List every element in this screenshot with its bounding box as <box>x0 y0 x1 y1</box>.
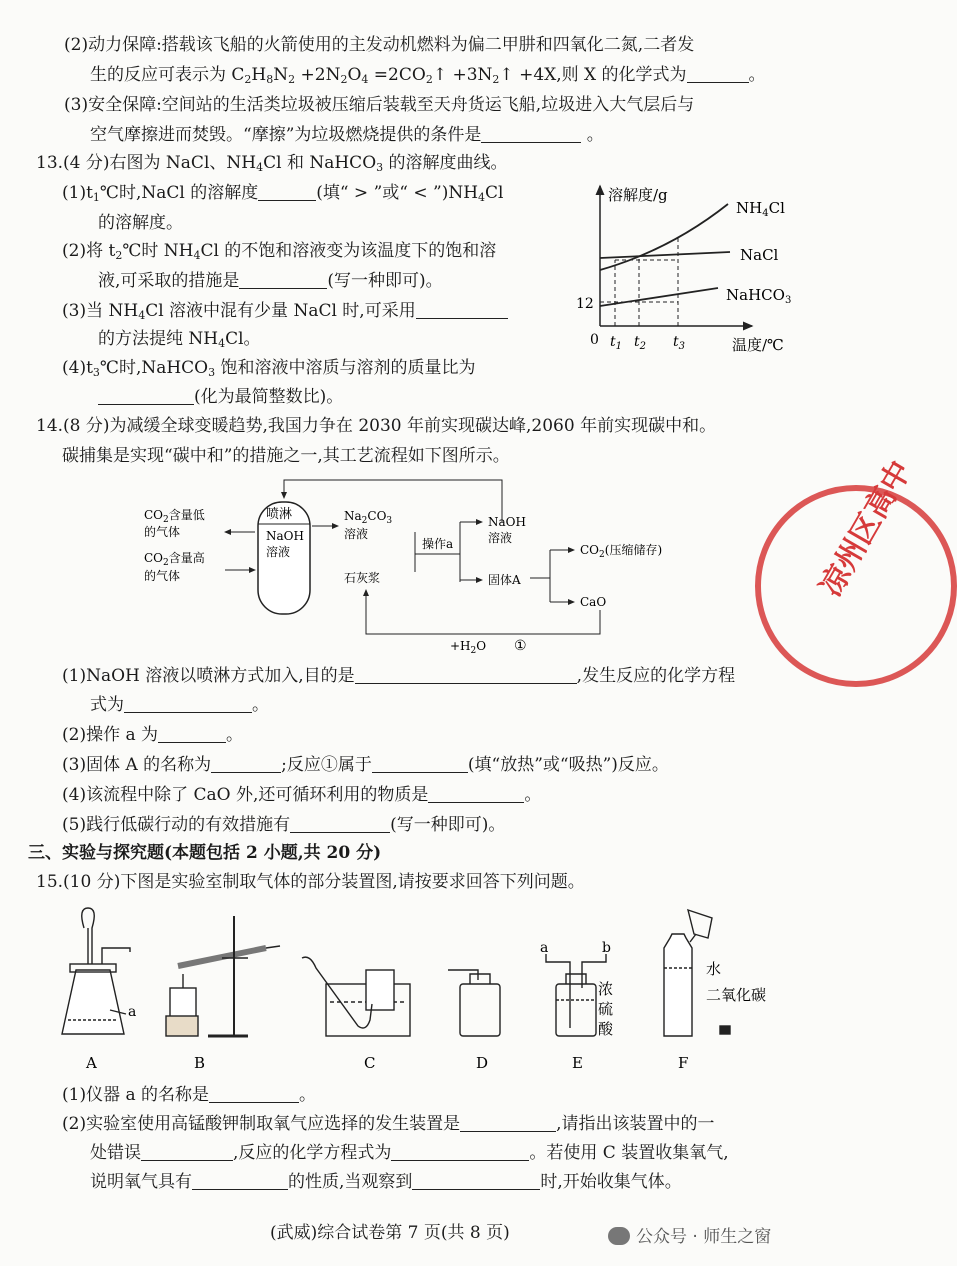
text: 的溶解度曲线。 <box>383 153 508 173</box>
co2-high-label-2: 的气体 <box>144 569 181 583</box>
sub: 2 <box>115 249 123 262</box>
text: (写一种即可)。 <box>327 271 443 291</box>
text: (写一种即可)。 <box>390 815 506 835</box>
naoh-out-sol-label: 溶液 <box>488 531 513 545</box>
tower-naoh-label: NaOH <box>266 529 304 543</box>
lime-label: 石灰浆 <box>344 571 381 585</box>
na2co3-label: $Na_2CO_3$ <box>344 509 393 526</box>
q13-1-cont: 的溶解度。 <box>98 213 183 233</box>
q14-title: 14.(8 分)为减缓全球变暖趋势,我国力争在 2030 年前实现碳达峰,2060 年前实现碳中和。 <box>36 416 717 436</box>
q14-5 <box>62 812 505 838</box>
sub: 4 <box>478 191 486 204</box>
na2co3-sol-label: 溶液 <box>344 527 369 541</box>
answer-blank[interactable] <box>391 1142 529 1161</box>
q14-title-cont: 碳捕集是实现“碳中和”的措施之一,其工艺流程如下图所示。 <box>62 446 510 466</box>
water-label: $+H_2O$ <box>450 639 487 656</box>
q14-1-cont <box>90 692 269 718</box>
q12-3-line1: (3)安全保障:空间站的生活类垃圾被压缩后装载至天舟货运飞船,垃圾进入大气层后与 <box>64 95 695 115</box>
series-line-nahco3 <box>600 288 718 306</box>
answer-blank[interactable] <box>372 754 468 773</box>
reaction-1-label: ① <box>514 638 527 654</box>
text: ↑ +3N <box>432 65 493 85</box>
text: (填“ > ”或“ < ”)NH <box>316 183 479 203</box>
page-footer: (武威)综合试卷第 7 页(共 8 页) <box>270 1223 510 1243</box>
sub: 4 <box>218 337 226 350</box>
q12-3-line2 <box>90 122 604 148</box>
sub: 2 <box>340 73 348 86</box>
text: N <box>273 65 289 85</box>
y-axis-label: 溶解度/g <box>608 186 668 204</box>
origin-label: 0 <box>590 332 599 348</box>
answer-blank[interactable] <box>192 1171 288 1190</box>
text: ,发生反应的化学方程 <box>576 666 736 686</box>
sub: 4 <box>361 73 369 86</box>
q14-1 <box>62 663 735 689</box>
text: O <box>347 65 362 85</box>
q13-2-cont <box>98 268 443 294</box>
text: (2)实验室使用高锰酸钾制取氧气应选择的发生装置是 <box>62 1114 461 1134</box>
watermark <box>608 1222 771 1247</box>
q15-2 <box>62 1111 715 1137</box>
text: ℃时,NaHCO <box>99 358 209 378</box>
co2-label: 二氧化碳 <box>706 986 767 1004</box>
text: ↑ +4X,则 X 的化学式为 <box>499 65 687 85</box>
text: 。 <box>586 125 604 145</box>
fig-label-a: A <box>86 1054 97 1072</box>
answer-blank[interactable] <box>239 270 327 289</box>
water-label: 水 <box>706 960 722 978</box>
text: 的性质,当观察到 <box>288 1172 413 1192</box>
label-nacl: NaCl <box>740 246 779 264</box>
fig-label-f: F <box>678 1054 689 1072</box>
text: (化为最简整数比)。 <box>194 387 344 407</box>
answer-blank[interactable] <box>412 1171 540 1190</box>
text: 时,开始收集气体。 <box>540 1172 682 1192</box>
answer-blank[interactable] <box>258 182 316 201</box>
answer-blank[interactable] <box>209 1084 299 1103</box>
text: ;反应①属于 <box>281 755 372 775</box>
text: (1)NaOH 溶液以喷淋方式加入,目的是 <box>62 666 355 686</box>
text: Cl 和 NaHCO <box>263 153 377 173</box>
answer-blank[interactable] <box>355 665 577 684</box>
apparatus-figure <box>48 908 788 1076</box>
text: (2)将 t <box>62 241 116 261</box>
sub: 2 <box>492 73 500 86</box>
answer-blank[interactable] <box>416 300 508 319</box>
q13-3 <box>62 298 508 329</box>
answer-blank[interactable] <box>211 754 281 773</box>
op-a-label: 操作a <box>422 537 454 551</box>
text: ,请指出该装置中的一 <box>556 1114 715 1134</box>
text: ℃时,NaCl 的溶解度 <box>99 183 259 203</box>
sub: 4 <box>256 161 264 174</box>
text: 液,可采取的措施是 <box>98 271 240 291</box>
answer-blank[interactable] <box>460 1113 556 1132</box>
co2-high-label: $CO_2$含量高 <box>144 551 205 568</box>
watermark-text: 公众号 · 师生之窗 <box>636 1227 772 1247</box>
arrow-recycle-lime <box>366 590 600 634</box>
answer-blank[interactable] <box>481 124 581 143</box>
answer-blank[interactable] <box>141 1142 233 1161</box>
answer-blank[interactable] <box>687 64 749 83</box>
text: ,反应的化学方程式为 <box>233 1143 392 1163</box>
naoh-out-label: NaOH <box>488 515 526 529</box>
answer-blank[interactable] <box>428 784 524 803</box>
arrow-recycle-naoh <box>284 480 502 522</box>
solid-a-label: 固体A <box>488 573 521 587</box>
sub: 2 <box>244 73 252 86</box>
text: H <box>251 65 267 85</box>
text: +2N <box>295 65 341 85</box>
label-a-pointer: a <box>128 1004 137 1020</box>
text: 。 <box>748 65 766 85</box>
cao-label: CaO <box>580 595 607 609</box>
q13-1 <box>62 180 504 211</box>
sub: 3 <box>376 161 384 174</box>
text: (5)践行低碳行动的有效措施有 <box>62 815 291 835</box>
q15-title: 15.(10 分)下图是实验室制取气体的部分装置图,请按要求回答下列问题。 <box>36 872 585 892</box>
text: (2)操作 a 为 <box>62 725 159 745</box>
q12-2-line1: (2)动力保障:搭载该飞船的火箭使用的主发动机燃料为偏二甲肼和四氧化二氮,二者发 <box>64 35 695 55</box>
wechat-icon <box>608 1227 630 1245</box>
answer-blank[interactable] <box>124 694 252 713</box>
q15-2-cont2 <box>90 1169 682 1195</box>
text: 。 <box>226 725 244 745</box>
sub: 8 <box>266 73 274 86</box>
text: 生的反应可表示为 C <box>90 65 245 85</box>
text: ℃时 NH <box>122 241 194 261</box>
sub: 2 <box>425 73 433 86</box>
text: (3)当 NH <box>62 301 139 321</box>
acid-label-1: 浓 <box>598 980 614 998</box>
label-nahco3: NaHCO$_3$ <box>726 286 792 306</box>
q15-1 <box>62 1082 316 1108</box>
text: 空气摩擦进而焚毁。“摩擦”为垃圾燃烧提供的条件是 <box>90 125 482 145</box>
text: (3)固体 A 的名称为 <box>62 755 212 775</box>
q13-4-cont <box>98 384 343 410</box>
answer-blank[interactable] <box>158 724 226 743</box>
e-port-a: a <box>540 940 549 956</box>
text: (填“放热”或“吸热”)反应。 <box>467 755 669 775</box>
text: (1)仪器 a 的名称是 <box>62 1085 210 1105</box>
text: Cl 溶液中混有少量 NaCl 时,可采用 <box>145 301 416 321</box>
series-line-nacl <box>600 252 730 258</box>
co2-low-label: $CO_2$含量低 <box>144 508 205 525</box>
q13-3-cont <box>98 326 261 357</box>
text: 。 <box>299 1085 317 1105</box>
q15-2-cont1 <box>90 1140 729 1166</box>
section-3-heading: 三、实验与探究题(本题包括 2 小题,共 20 分) <box>28 843 382 863</box>
fig-label-b: B <box>194 1054 206 1072</box>
answer-blank[interactable] <box>98 386 194 405</box>
text: (4)t <box>62 358 93 378</box>
x-tick-t2: $t_2$ <box>634 334 647 352</box>
label-nh4cl: $NH_4Cl$ <box>736 199 785 219</box>
q14-2 <box>62 722 243 748</box>
sub: 2 <box>288 73 296 86</box>
acid-label-2: 硫 <box>598 1000 614 1018</box>
q12-2-line2 <box>90 62 766 93</box>
q14-4 <box>62 782 541 808</box>
text: (4)该流程中除了 CaO 外,还可循环利用的物质是 <box>62 785 429 805</box>
sub: 3 <box>208 366 216 379</box>
stamp-text: 凉州区高中 <box>813 455 919 603</box>
fig-label-e: E <box>572 1054 583 1072</box>
text: 的方法提纯 NH <box>98 329 219 349</box>
text: (1)t <box>62 183 93 203</box>
answer-blank[interactable] <box>290 814 390 833</box>
apparatus-e <box>546 954 606 1036</box>
fig-label-d: D <box>476 1054 489 1072</box>
x-tick-t1: $t_1$ <box>610 334 623 352</box>
e-port-b: b <box>602 940 611 956</box>
x-axis-label: 温度/℃ <box>732 336 784 354</box>
text: Cl <box>485 183 504 203</box>
q13-title <box>36 150 508 181</box>
apparatus-b <box>166 916 280 1036</box>
co2-low-label-2: 的气体 <box>144 525 181 539</box>
text: 。 <box>524 785 542 805</box>
acid-label-3: 酸 <box>598 1020 614 1038</box>
q13-2 <box>62 238 496 269</box>
sub: 4 <box>193 249 201 262</box>
co2-store-label: $CO_2$(压缩储存) <box>580 543 663 560</box>
apparatus-a <box>62 908 130 1034</box>
text: 式为 <box>90 695 124 715</box>
q13-4 <box>62 355 476 386</box>
sub: 4 <box>138 309 146 322</box>
fig-label-c: C <box>364 1054 376 1072</box>
tower-spray-label: 喷淋 <box>266 507 293 522</box>
text: =2CO <box>368 65 426 85</box>
y-tick-12: 12 <box>576 296 594 312</box>
sub: 3 <box>92 366 100 379</box>
carbon-capture-flow <box>130 474 720 654</box>
solubility-chart <box>570 178 800 358</box>
text: 饱和溶液中溶质与溶剂的质量比为 <box>215 358 476 378</box>
sub: 1 <box>92 191 100 204</box>
text: Cl。 <box>225 329 261 349</box>
text: 13.(4 分)右图为 NaCl、NH <box>36 153 257 173</box>
apparatus-c <box>302 957 410 1036</box>
tower-sol-label: 溶液 <box>266 545 291 559</box>
apparatus-d <box>448 970 500 1036</box>
text: 处错误 <box>90 1143 141 1163</box>
x-tick-t3: $t_3$ <box>673 334 686 352</box>
text: 。 <box>252 695 269 715</box>
text: 说明氧气具有 <box>90 1172 192 1192</box>
text: 。若使用 C 装置收集氧气, <box>529 1143 729 1163</box>
q14-3 <box>62 752 669 778</box>
text: Cl 的不饱和溶液变为该温度下的饱和溶 <box>200 241 497 261</box>
